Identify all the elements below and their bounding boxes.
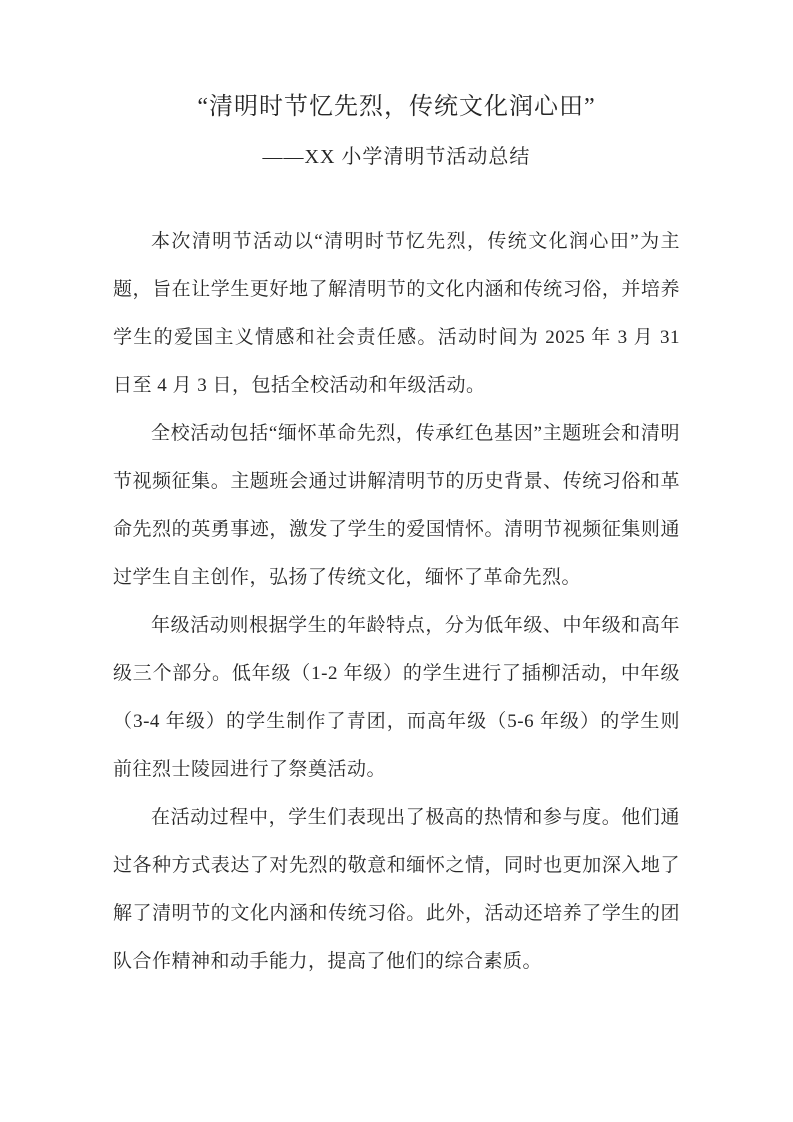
paragraph-grade-activities: 年级活动则根据学生的年龄特点，分为低年级、中年级和高年级三个部分。低年级（1-2 年级）的学生进行了插柳活动，中年级（3-4 年级）的学生制作了青团，而高年级（5-6 年级）的学生则前往烈士陵园进行了祭奠活动。 bbox=[113, 615, 680, 780]
paragraph-school-activities: 全校活动包括“缅怀革命先烈，传承红色基因”主题班会和清明节视频征集。主题班会通过讲解清明节的历史背景、传统习俗和革命先烈的英勇事迹，激发了学生的爱国情怀。清明节视频征集则通过学生自主创作，弘扬了传统文化，缅怀了革命先烈。 bbox=[113, 423, 680, 588]
page-subtitle: ——XX 小学清明节活动总结 bbox=[262, 146, 531, 168]
paragraph-summary: 在活动过程中，学生们表现出了极高的热情和参与度。他们通过各种方式表达了对先烈的敬意和缅怀之情，同时也更加深入地了解了清明节的文化内涵和传统习俗。此外，活动还培养了学生的团队合作精神和动手能力，提高了他们的综合素质。 bbox=[113, 807, 680, 972]
paragraph-intro: 本次清明节活动以“清明时节忆先烈，传统文化润心田”为主题，旨在让学生更好地了解清明节的文化内涵和传统习俗，并培养学生的爱国主义情感和社会责任感。活动时间为 2025 年 3 月 31 日至 4 月 3 日，包括全校活动和年级活动。 bbox=[113, 231, 680, 396]
page-title: “清明时节忆先烈，传统文化润心田” bbox=[197, 94, 596, 120]
document-body bbox=[113, 218, 680, 986]
